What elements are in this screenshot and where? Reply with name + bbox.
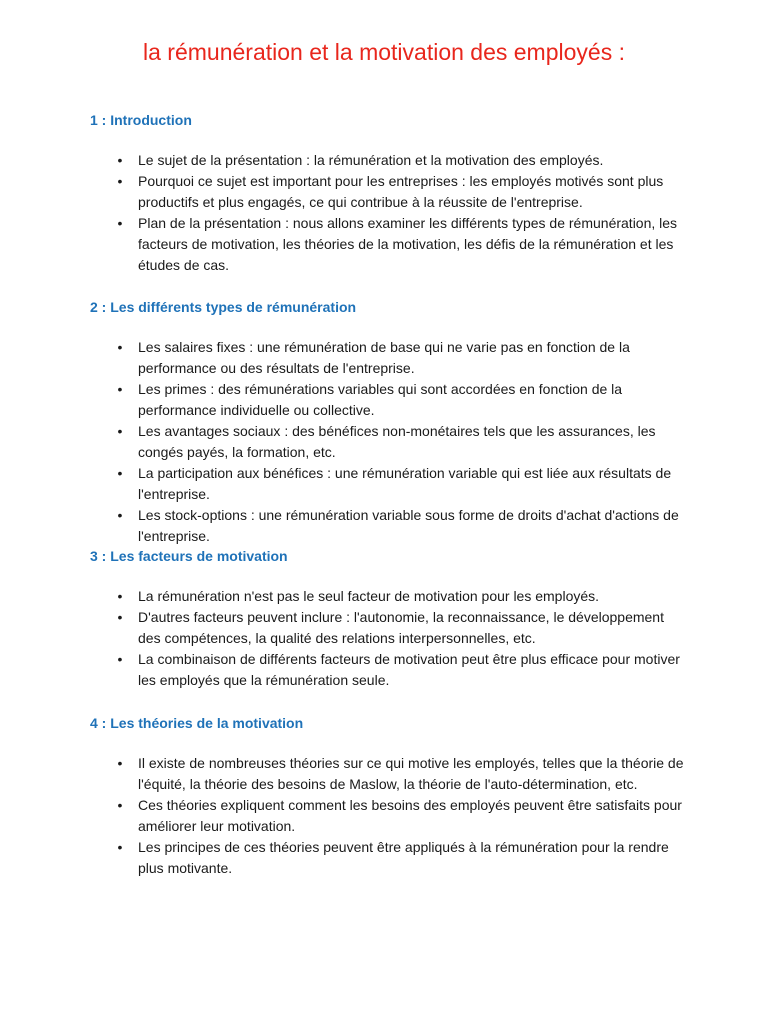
list-item (90, 505, 690, 547)
section-introduction (90, 110, 690, 276)
bullet-list (90, 150, 690, 276)
list-item-text: D'autres facteurs peuvent inclure : l'autonomie, la reconnaissance, le développement des compétences, la qualité des relations interpersonnelles, etc. (138, 609, 664, 646)
list-item (90, 379, 690, 421)
bullet-icon: • (117, 755, 123, 771)
bullet-icon: • (117, 797, 123, 813)
section-heading: 4 : Les théories de la motivation (90, 715, 304, 731)
list-item (90, 421, 690, 463)
bullet-icon: • (117, 215, 123, 231)
list-item-text: La participation aux bénéfices : une rémunération variable qui est liée aux résultats de l'entreprise. (138, 465, 672, 502)
list-item-text: Le sujet de la présentation : la rémunération et la motivation des employés. (138, 152, 604, 168)
bullet-icon: • (117, 465, 123, 481)
bullet-icon: • (117, 588, 123, 604)
list-item (90, 837, 690, 879)
list-item (90, 171, 690, 213)
section-heading: 3 : Les facteurs de motivation (90, 548, 288, 564)
list-item-text: Les principes de ces théories peuvent être appliqués à la rémunération pour la rendre plus motivante. (138, 839, 669, 876)
bullet-list (90, 337, 690, 547)
bullet-icon: • (117, 507, 123, 523)
bullet-icon: • (117, 339, 123, 355)
list-item (90, 337, 690, 379)
bullet-icon: • (117, 173, 123, 189)
list-item (90, 649, 690, 691)
list-item (90, 586, 690, 607)
list-item (90, 753, 690, 795)
bullet-icon: • (117, 423, 123, 439)
list-item (90, 463, 690, 505)
section-facteurs-motivation (90, 546, 690, 691)
bullet-icon: • (117, 381, 123, 397)
section-heading: 1 : Introduction (90, 112, 192, 128)
list-item-text: La rémunération n'est pas le seul facteur de motivation pour les employés. (138, 588, 600, 604)
bullet-list (90, 753, 690, 879)
bullet-list (90, 586, 690, 691)
section-heading: 2 : Les différents types de rémunération (90, 299, 357, 315)
page-title: la rémunération et la motivation des employés : (143, 39, 625, 65)
list-item-text: Les primes : des rémunérations variables qui sont accordées en fonction de la performance individuelle ou collective. (138, 381, 623, 418)
list-item-text: Les stock-options : une rémunération variable sous forme de droits d'achat d'actions de l'entreprise. (138, 507, 679, 544)
list-item-text: Il existe de nombreuses théories sur ce qui motive les employés, telles que la théorie de l'équité, la théorie des besoins de Maslow, la théorie de l'auto-détermination, etc. (138, 755, 684, 792)
section-theories-motivation (90, 713, 690, 879)
section-types-remuneration (90, 297, 690, 547)
bullet-icon: • (117, 152, 123, 168)
list-item (90, 607, 690, 649)
list-item-text: Les salaires fixes : une rémunération de base qui ne varie pas en fonction de la performance ou des résultats de l'entreprise. (138, 339, 630, 376)
list-item (90, 150, 690, 171)
bullet-icon: • (117, 609, 123, 625)
list-item-text: La combinaison de différents facteurs de motivation peut être plus efficace pour motiver les employés que la rémunération seule. (138, 651, 680, 688)
bullet-icon: • (117, 839, 123, 855)
list-item-text: Les avantages sociaux : des bénéfices non-monétaires tels que les assurances, les congés payés, la formation, etc. (138, 423, 656, 460)
bullet-icon: • (117, 651, 123, 667)
list-item (90, 213, 690, 276)
list-item-text: Ces théories expliquent comment les besoins des employés peuvent être satisfaits pour améliorer leur motivation. (138, 797, 682, 834)
list-item-text: Pourquoi ce sujet est important pour les entreprises : les employés motivés sont plus productifs et plus engagés, ce qui contribue à la réussite de l'entreprise. (138, 173, 664, 210)
list-item (90, 795, 690, 837)
list-item-text: Plan de la présentation : nous allons examiner les différents types de rémunération, les facteurs de motivation, les théories de la motivation, les défis de la rémunération et les études de cas. (138, 215, 678, 273)
